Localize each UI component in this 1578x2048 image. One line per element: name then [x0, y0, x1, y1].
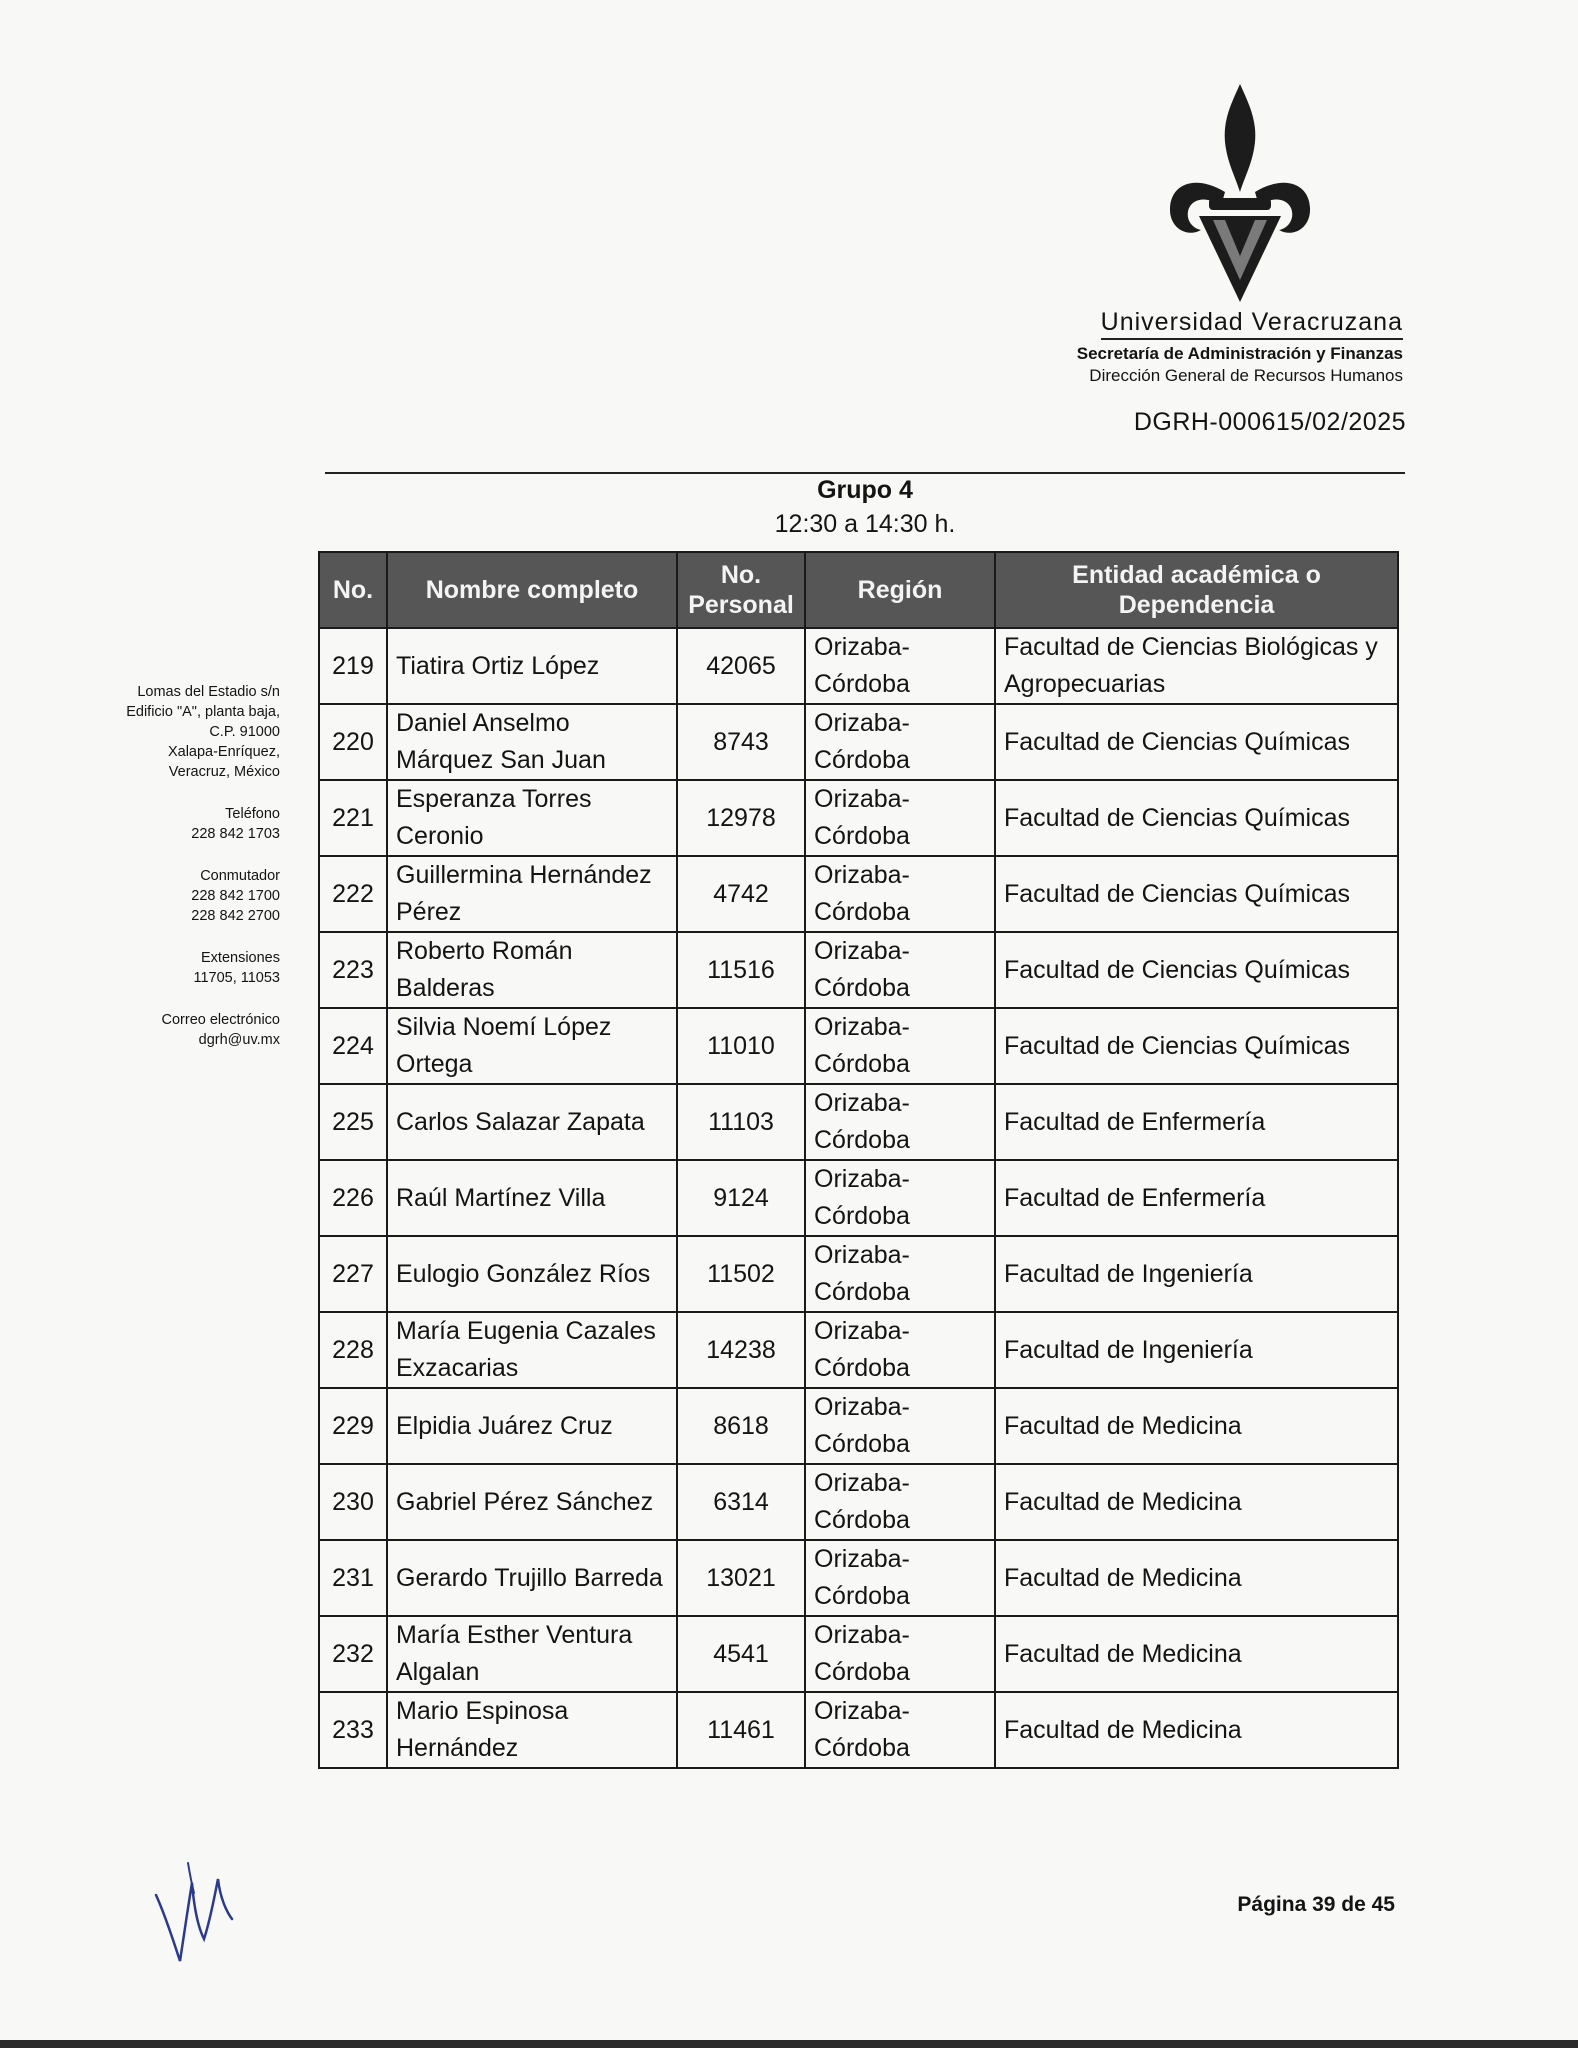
- address-line: Veracruz, México: [168, 764, 280, 780]
- cell-region: Orizaba-Córdoba: [805, 780, 995, 856]
- cell-region: Orizaba-Córdoba: [805, 1084, 995, 1160]
- contact-sidebar: [90, 682, 280, 1072]
- cell-personal: 4541: [677, 1616, 805, 1692]
- table-row: [319, 1084, 1398, 1160]
- cell-entidad: Facultad de Ingeniería: [995, 1312, 1398, 1388]
- table-row: [319, 932, 1398, 1008]
- document-id: DGRH-000615/02/2025: [1133, 408, 1406, 436]
- cell-nombre: Daniel Anselmo Márquez San Juan: [387, 704, 677, 780]
- cell-no: 231: [319, 1540, 387, 1616]
- email-label: Correo electrónico: [161, 1012, 280, 1028]
- cell-region: Orizaba-Córdoba: [805, 1692, 995, 1768]
- extensions-block: [90, 948, 280, 988]
- phone-label: Teléfono: [225, 806, 280, 822]
- email-block: [90, 1010, 280, 1050]
- cell-region: Orizaba-Córdoba: [805, 1616, 995, 1692]
- header-divider: [325, 472, 1405, 474]
- cell-personal: 11516: [677, 932, 805, 1008]
- cell-personal: 14238: [677, 1312, 805, 1388]
- cell-region: Orizaba-Córdoba: [805, 856, 995, 932]
- cell-nombre: Gerardo Trujillo Barreda: [387, 1540, 677, 1616]
- scan-edge: [0, 2040, 1578, 2048]
- cell-entidad: Facultad de Medicina: [995, 1464, 1398, 1540]
- cell-personal: 11010: [677, 1008, 805, 1084]
- extensions-label: Extensiones: [201, 950, 280, 966]
- cell-no: 226: [319, 1160, 387, 1236]
- table-row: [319, 1312, 1398, 1388]
- cell-nombre: María Esther Ventura Algalan: [387, 1616, 677, 1692]
- cell-entidad: Facultad de Medicina: [995, 1616, 1398, 1692]
- cell-nombre: Roberto Román Balderas: [387, 932, 677, 1008]
- group-time: 12:30 a 14:30 h.: [774, 510, 956, 538]
- cell-no: 230: [319, 1464, 387, 1540]
- address-block: [90, 682, 280, 782]
- cell-entidad: Facultad de Medicina: [995, 1388, 1398, 1464]
- table-body: [319, 628, 1398, 1768]
- extensions-value: 11705, 11053: [193, 970, 280, 986]
- handwritten-initials: [148, 1855, 238, 1965]
- table-row: [319, 1616, 1398, 1692]
- cell-region: Orizaba-Córdoba: [805, 628, 995, 704]
- cell-nombre: Carlos Salazar Zapata: [387, 1084, 677, 1160]
- cell-personal: 8743: [677, 704, 805, 780]
- table-row: [319, 856, 1398, 932]
- cell-region: Orizaba-Córdoba: [805, 704, 995, 780]
- cell-entidad: Facultad de Ciencias Químicas: [995, 704, 1398, 780]
- group-title: Grupo 4: [817, 476, 913, 504]
- university-logo: [1165, 80, 1315, 310]
- table-row: [319, 1388, 1398, 1464]
- table-row: [319, 1236, 1398, 1312]
- cell-nombre: Raúl Martínez Villa: [387, 1160, 677, 1236]
- address-line: C.P. 91000: [209, 724, 280, 740]
- col-header-nombre: Nombre completo: [387, 552, 677, 628]
- cell-no: 229: [319, 1388, 387, 1464]
- cell-personal: 11461: [677, 1692, 805, 1768]
- cell-nombre: Elpidia Juárez Cruz: [387, 1388, 677, 1464]
- col-header-entidad: Entidad académica o Dependencia: [995, 552, 1398, 628]
- cell-region: Orizaba-Córdoba: [805, 1388, 995, 1464]
- email-address: dgrh@uv.mx: [198, 1032, 280, 1048]
- cell-personal: 13021: [677, 1540, 805, 1616]
- table-header-row: [319, 552, 1398, 628]
- cell-personal: 6314: [677, 1464, 805, 1540]
- cell-region: Orizaba-Córdoba: [805, 1236, 995, 1312]
- cell-entidad: Facultad de Enfermería: [995, 1160, 1398, 1236]
- cell-entidad: Facultad de Ciencias Químicas: [995, 1008, 1398, 1084]
- cell-no: 219: [319, 628, 387, 704]
- cell-entidad: Facultad de Enfermería: [995, 1084, 1398, 1160]
- cell-nombre: Guillermina Hernández Pérez: [387, 856, 677, 932]
- address-line: Lomas del Estadio s/n: [137, 684, 280, 700]
- table-row: [319, 1160, 1398, 1236]
- cell-nombre: Silvia Noemí López Ortega: [387, 1008, 677, 1084]
- phone-number: 228 842 1703: [191, 826, 280, 842]
- table-row: [319, 628, 1398, 704]
- table-row: [319, 704, 1398, 780]
- institution-header: [1077, 308, 1403, 386]
- cell-nombre: Eulogio González Ríos: [387, 1236, 677, 1312]
- cell-no: 223: [319, 932, 387, 1008]
- cell-no: 233: [319, 1692, 387, 1768]
- cell-nombre: Gabriel Pérez Sánchez: [387, 1464, 677, 1540]
- cell-entidad: Facultad de Ciencias Químicas: [995, 856, 1398, 932]
- table-row: [319, 1540, 1398, 1616]
- table-row: [319, 1692, 1398, 1768]
- cell-entidad: Facultad de Ingeniería: [995, 1236, 1398, 1312]
- switchboard-block: [90, 866, 280, 926]
- cell-nombre: Tiatira Ortiz López: [387, 628, 677, 704]
- table-row: [319, 1464, 1398, 1540]
- cell-entidad: Facultad de Ciencias Químicas: [995, 780, 1398, 856]
- cell-region: Orizaba-Córdoba: [805, 1312, 995, 1388]
- col-header-region: Región: [805, 552, 995, 628]
- cell-no: 224: [319, 1008, 387, 1084]
- cell-no: 222: [319, 856, 387, 932]
- cell-region: Orizaba-Córdoba: [805, 1540, 995, 1616]
- cell-personal: 42065: [677, 628, 805, 704]
- col-header-no: No.: [319, 552, 387, 628]
- university-name: Universidad Veracruzana: [1101, 308, 1403, 340]
- col-header-personal: No. Personal: [677, 552, 805, 628]
- cell-entidad: Facultad de Medicina: [995, 1540, 1398, 1616]
- cell-no: 228: [319, 1312, 387, 1388]
- switchboard-label: Conmutador: [200, 868, 280, 884]
- cell-no: 220: [319, 704, 387, 780]
- cell-personal: 8618: [677, 1388, 805, 1464]
- cell-personal: 11103: [677, 1084, 805, 1160]
- cell-nombre: Mario Espinosa Hernández: [387, 1692, 677, 1768]
- cell-nombre: Esperanza Torres Ceronio: [387, 780, 677, 856]
- switchboard-number: 228 842 1700: [191, 888, 280, 904]
- cell-region: Orizaba-Córdoba: [805, 1160, 995, 1236]
- cell-entidad: Facultad de Medicina: [995, 1692, 1398, 1768]
- cell-nombre: María Eugenia Cazales Exzacarias: [387, 1312, 677, 1388]
- address-line: Edificio "A", planta baja,: [126, 704, 280, 720]
- cell-no: 225: [319, 1084, 387, 1160]
- cell-no: 221: [319, 780, 387, 856]
- roster-table: [318, 551, 1399, 1769]
- table-row: [319, 1008, 1398, 1084]
- phone-block: [90, 804, 280, 844]
- address-line: Xalapa-Enríquez,: [167, 744, 280, 760]
- cell-personal: 11502: [677, 1236, 805, 1312]
- cell-region: Orizaba-Córdoba: [805, 1008, 995, 1084]
- cell-region: Orizaba-Córdoba: [805, 1464, 995, 1540]
- cell-no: 232: [319, 1616, 387, 1692]
- cell-entidad: Facultad de Ciencias Químicas: [995, 932, 1398, 1008]
- cell-no: 227: [319, 1236, 387, 1312]
- table-row: [319, 780, 1398, 856]
- cell-personal: 9124: [677, 1160, 805, 1236]
- cell-personal: 12978: [677, 780, 805, 856]
- direccion-name: Dirección General de Recursos Humanos: [1089, 366, 1403, 385]
- page-number: Página 39 de 45: [1237, 1893, 1395, 1916]
- cell-personal: 4742: [677, 856, 805, 932]
- secretaria-name: Secretaría de Administración y Finanzas: [1076, 344, 1403, 363]
- cell-entidad: Facultad de Ciencias Biológicas y Agropecuarias: [995, 628, 1398, 704]
- cell-region: Orizaba-Córdoba: [805, 932, 995, 1008]
- switchboard-number: 228 842 2700: [191, 908, 280, 924]
- flor-de-lis-icon: [1170, 84, 1310, 302]
